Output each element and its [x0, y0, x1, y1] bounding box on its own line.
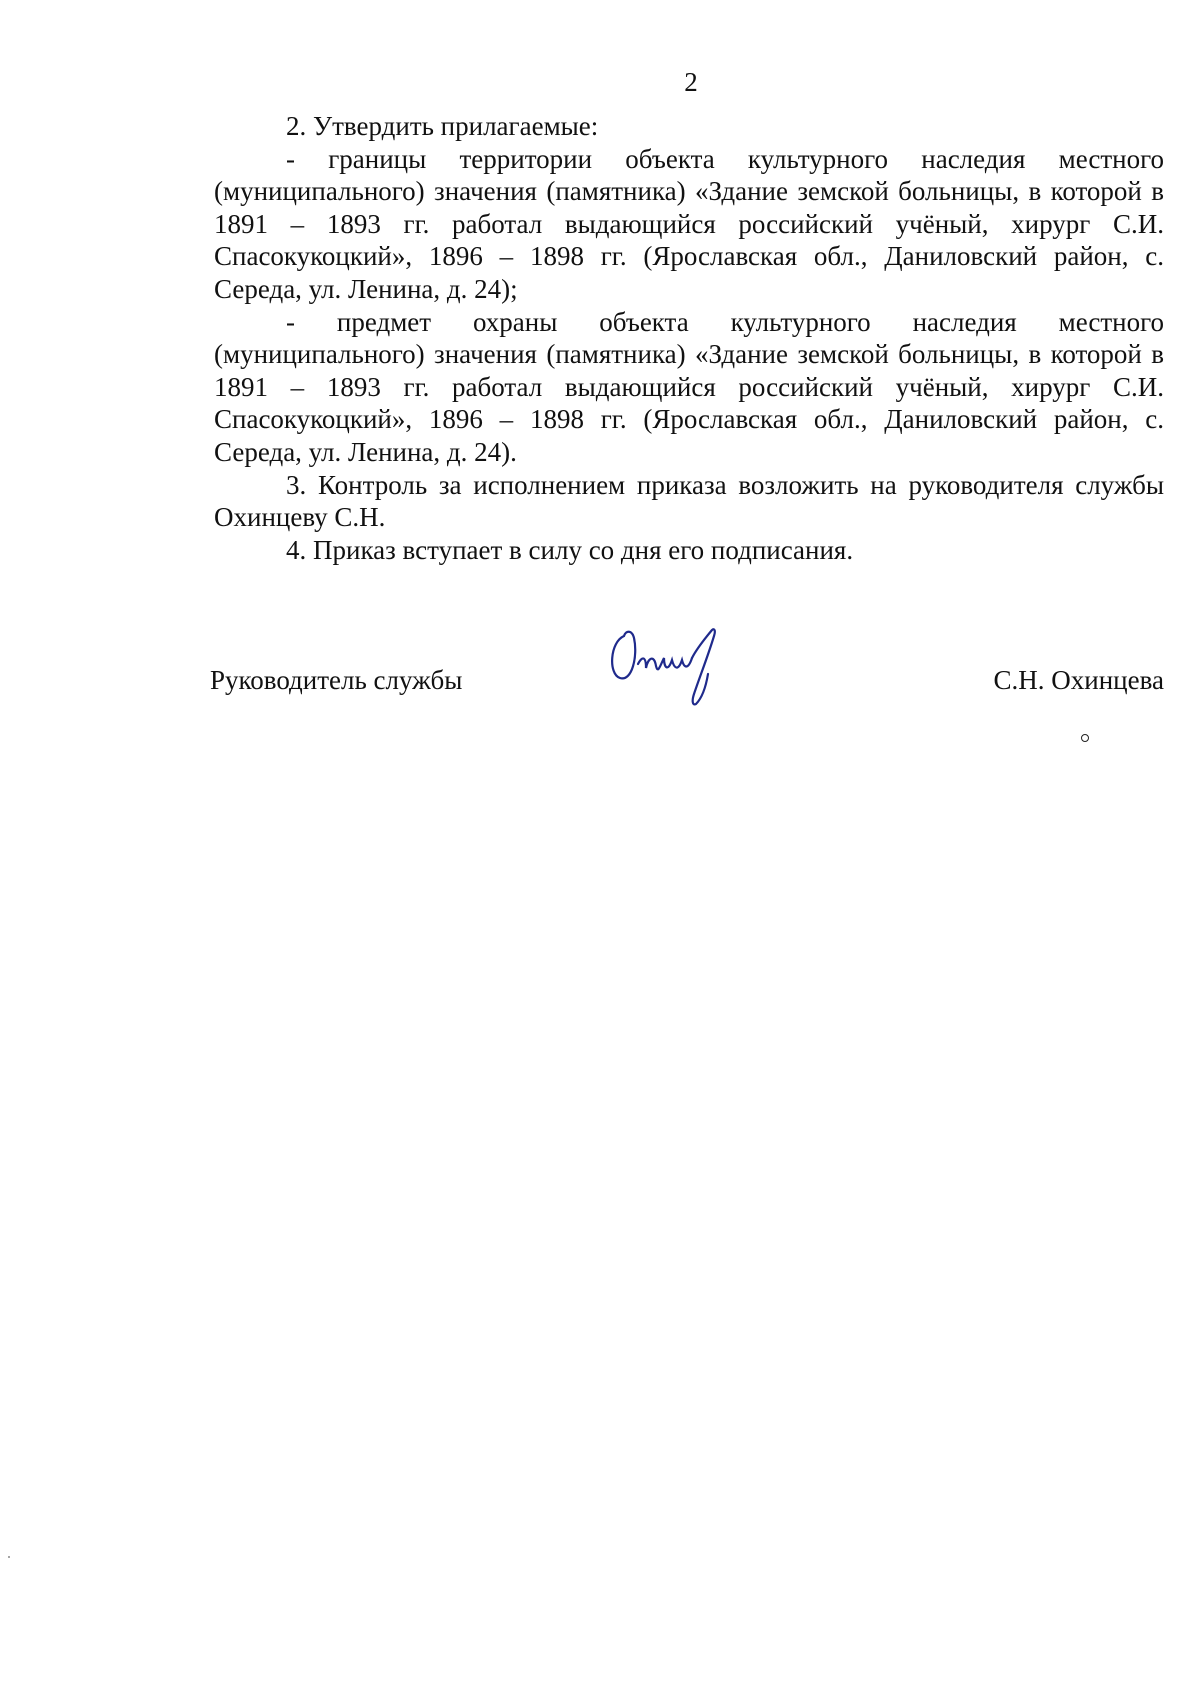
document-body [214, 110, 1164, 566]
paragraph-effective: 4. Приказ вступает в силу со дня его подписания. [286, 534, 854, 565]
signature-stroke [692, 629, 715, 704]
paragraph-protection-subject: - предмет охраны объекта культурного наследия местного (муниципального) значения (памятника) «Здание земской больницы, в которой в 1891 – 1893 гг. работал выдающийся российский учёный, хирург С.И. Спасокукоцкий», 1896 – 1898 гг. (Ярославская обл., Даниловский район, с. Середа, ул. Ленина, д. 24). [214, 306, 1164, 467]
page-number: 2 [684, 67, 698, 97]
small-circle-mark [1081, 734, 1089, 742]
handwritten-signature [602, 616, 742, 716]
paragraph-control: 3. Контроль за исполнением приказа возложить на руководителя службы Охинцеву С.Н. [214, 469, 1164, 533]
signer-title: Руководитель службы [210, 665, 463, 695]
paragraph-territory-boundaries: - границы территории объекта культурного наследия местного (муниципального) значения (памятника) «Здание земской больницы, в которой в 1891 – 1893 гг. работал выдающийся российский учёный, хирург С.И. Спасокукоцкий», 1896 – 1898 гг. (Ярославская обл., Даниловский район, с. Середа, ул. Ленина, д. 24); [214, 143, 1164, 304]
signature-stroke [612, 632, 635, 679]
signature-stroke [638, 658, 692, 669]
paragraph-approve: 2. Утвердить прилагаемые: [286, 111, 599, 141]
signer-name: С.Н. Охинцева [993, 665, 1164, 695]
scan-speck [8, 1556, 10, 1558]
